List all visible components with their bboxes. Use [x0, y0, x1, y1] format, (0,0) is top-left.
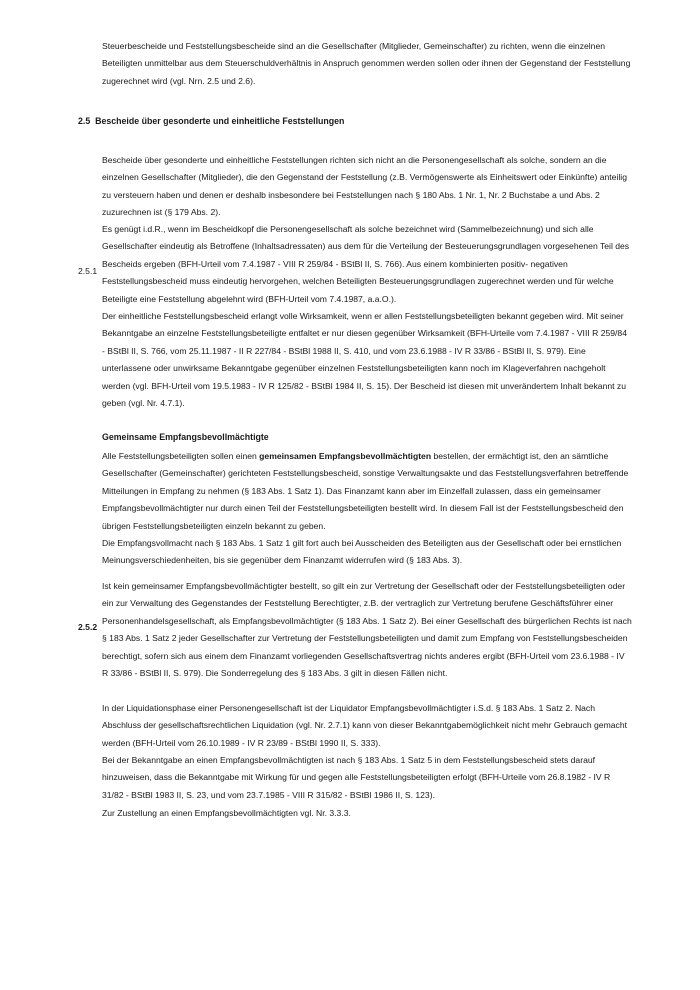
section-2-5-2-p1-bold-term: gemeinsamen Empfangsbevollmächtigten [259, 451, 432, 461]
section-2-5-1-paragraph-2: Der einheitliche Feststellungsbescheid erlangt volle Wirksamkeit, wenn er allen Feststellungsbeteiligten bekannt gegeben wird. Mit seiner Bekanntgabe an einzelne Feststellungsbeteiligte entfaltet er nur diesen gegenüber Wirksamkeit (BFH-Urteile vom 7.4.1987 - VIII R 259/84 - BStBl II, S. 766, vom 25.11.1987 - II R 227/84 - BStBl 1988 II, S. 410, und vom 23.6.1988 - IV R 33/86 - BStBl II, S. 979). Eine unterlassene oder unwirksame Bekanntgabe gegenüber einzelnen Feststellungsbeteiligten kann noch im Klageverfahren nachgeholt werden (vgl. BFH-Urteil vom 19.5.1983 - IV R 125/82 - BStBl 1984 II, S. 15). Der Bescheid ist diesen mit unverändertem Inhalt bekannt zu geben (vgl. Nr. 4.7.1). [102, 311, 627, 409]
section-2-5-2-paragraph-4: In der Liquidationsphase einer Personengesellschaft ist der Liquidator Empfangsbevollmächtigter i.S.d. § 183 Abs. 1 Satz 2. Nach Abschluss der gesellschaftsrechtlichen Liquidation (vgl. Nr. 2.7.1) kann von dieser Bekanntgabemöglichkeit nicht mehr Gebrauch gemacht werden (BFH-Urteil vom 26.10.1989 - IV R 23/89 - BStBl 1990 II, S. 333). [102, 703, 627, 748]
section-2-5-heading [78, 114, 344, 128]
section-2-5-intro-paragraph: Bescheide über gesonderte und einheitliche Feststellungen richten sich nicht an die Personengesellschaft als solche, sondern an die einzelnen Gesellschafter (Mitglieder), die den Gegenstand der Feststellung (z.B. Vermögenswerte als Einheitswert oder Einkünfte) anteilig zu versteuern haben und denen er deshalb insbesondere bei Feststellungen nach § 180 Abs. 1 Nr. 1, Nr. 2 Buchstabe a und Abs. 2 zuzurechnen ist (§ 179 Abs. 2). [102, 155, 627, 218]
intro-paragraph: Steuerbescheide und Feststellungsbescheide sind an die Gesellschafter (Mitglieder, Gemeinschafter) zu richten, wenn die einzelnen Beteiligten unmittelbar aus dem Steuerschuldverhältnis in Anspruch genommen werden sollen oder ihnen der Gegenstand der Feststellung zugerechnet wird (vgl. Nrn. 2.5 und 2.6). [102, 41, 631, 86]
section-2-5-2-paragraph-3: Ist kein gemeinsamer Empfangsbevollmächtigter bestellt, so gilt ein zur Vertretung der Gesellschaft oder der Feststellungsbeteiligten oder ein zur Verwaltung des Gegenstandes der Feststellung Berechtigter, z.B. der vertraglich zur Vertretung berufene Geschäftsführer einer Personenhandelsgesellschaft, als Empfangsbevollmächtigter (§ 183 Abs. 1 Satz 2). Bei einer Gesellschaft des bürgerlichen Rechts ist nach § 183 Abs. 1 Satz 2 jeder Gesellschafter zur Vertretung der Feststellungsbeteiligten und damit zum Empfang von Feststellungsbescheiden berechtigt, sofern sich aus einem dem Finanzamt vorliegenden Gesellschaftsvertrag nichts anderes ergibt (BFH-Urteil vom 23.6.1988 - IV R 33/86 - BStBl II, S. 979). Die Sonderregelung des § 183 Abs. 3 gilt in diesen Fällen nicht. [102, 581, 632, 679]
section-2-5-2-paragraph-6: Zur Zustellung an einen Empfangsbevollmächtigten vgl. Nr. 3.3.3. [102, 808, 351, 818]
section-2-5-1-paragraph-1: Es genügt i.d.R., wenn im Bescheidkopf die Personengesellschaft als solche bezeichnet wird (Sammelbezeichnung) und sich alle Gesellschafter eindeutig als Betroffene (Inhaltsadressaten) aus dem für die Verteilung der Besteuerungsgrundlagen vorgesehenen Teil des Bescheids ergeben (BFH-Urteil vom 7.4.1987 - VIII R 259/84 - BStBl II, S. 766). Aus einem kombinierten positiv- negativen Feststellungsbescheid muss eindeutig hervorgehen, welchen Beteiligten Besteuerungsgrundlagen zugerechnet werden und für welche Beteiligte eine Feststellung abgelehnt wird (BFH-Urteil vom 7.4.1987, a.a.O.). [102, 224, 630, 304]
section-2-5-number: 2.5 [78, 116, 91, 126]
section-2-5-2-title: Gemeinsame Empfangsbevollmächtigte [102, 432, 269, 442]
section-2-5-2-number: 2.5.2 [78, 622, 98, 632]
section-2-5-2-p1-text-start: Alle Feststellungsbeteiligten sollen einen [102, 451, 260, 461]
section-2-5-title: Bescheide über gesonderte und einheitliche Feststellungen [95, 116, 345, 126]
section-2-5-1-number: 2.5.1 [78, 266, 98, 276]
section-2-5-2-p1-text-end: bestellen, der ermächtigt ist, den an sämtliche Gesellschafter (Gemeinschafter) gerichteten Feststellungsbescheid, sonstige Verwaltungsakte und das Feststellungsverfahren betreffende Mitteilungen in Empfang zu nehmen (§ 183 Abs. 1 Satz 1). Das Finanzamt kann aber im Einzelfall zulassen, dass ein gemeinsamer Empfangsbevollmächtigter nur durch einen Teil der Feststellungsbeteiligten bestellt wird. In diesem Fall ist der Feststellungsbescheid den übrigen Feststellungsbeteiligten einzeln bekannt zu geben. [102, 451, 629, 531]
section-2-5-2-paragraph-5: Bei der Bekanntgabe an einen Empfangsbevollmächtigten ist nach § 183 Abs. 1 Satz 5 in dem Feststellungsbescheid stets darauf hinzuweisen, dass die Bekanntgabe mit Wirkung für und gegen alle Feststellungsbeteiligten erfolgt (BFH-Urteile vom 26.8.1982 - IV R 31/82 - BStBl 1983 II, S. 23, und vom 23.7.1985 - VIII R 315/82 - BStBl 1986 II, S. 123). [102, 755, 611, 800]
section-2-5-2-paragraph-2: Die Empfangsvollmacht nach § 183 Abs. 1 Satz 1 gilt fort auch bei Ausscheiden des Beteiligten aus der Gesellschaft oder bei ernstlichen Meinungsverschiedenheiten, bis sie gegenüber dem Finanzamt widerrufen wird (§ 183 Abs. 3). [102, 538, 622, 566]
section-2-5-2-paragraph-1 [102, 448, 632, 535]
